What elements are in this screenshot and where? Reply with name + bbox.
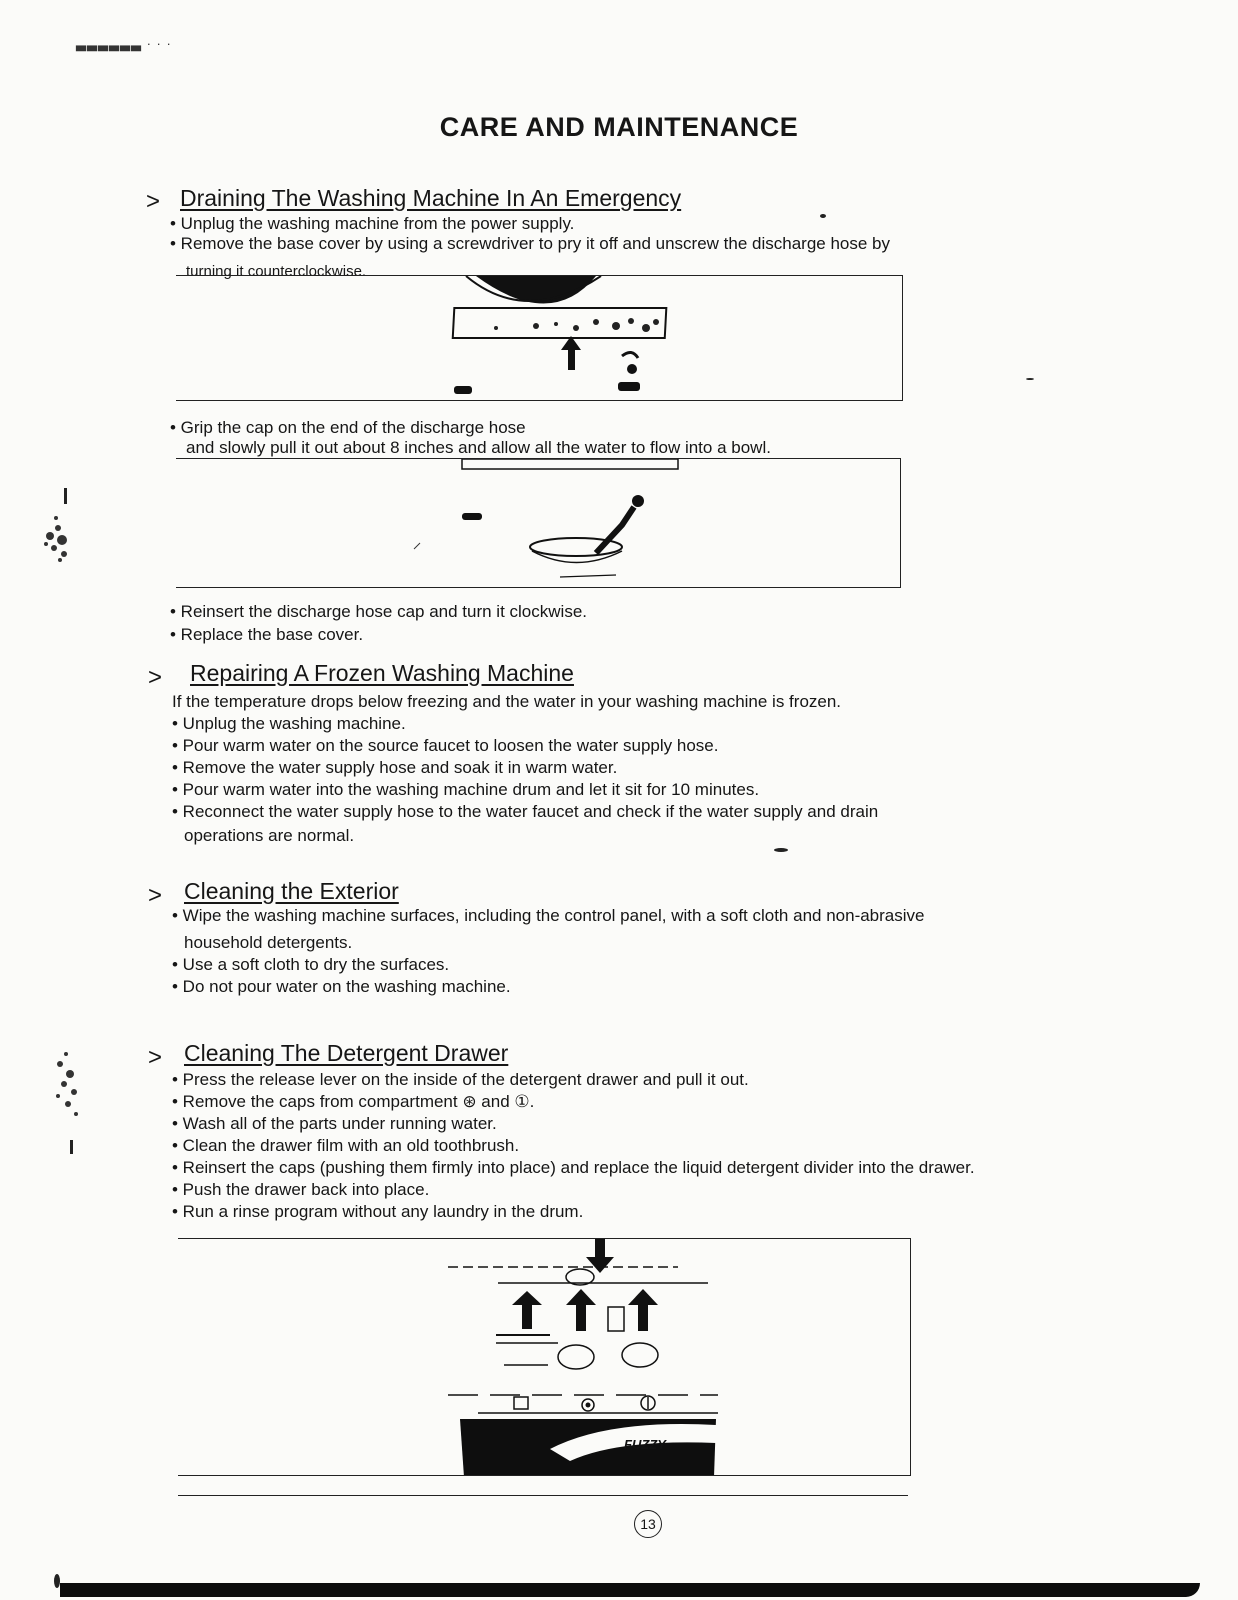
text-line: operations are normal. xyxy=(184,826,355,845)
text-line: • Reconnect the water supply hose to the water faucet and check if the water supply and drain xyxy=(172,802,879,821)
scan-speck xyxy=(54,1574,60,1588)
text-line: • Do not pour water on the washing machine. xyxy=(172,977,511,996)
text-line: • Use a soft cloth to dry the surfaces. xyxy=(172,955,450,974)
text-line: • Remove the base cover by using a screwdriver to pry it off and unscrew the discharge hose by xyxy=(170,234,891,253)
detergent-drawer-illustration xyxy=(178,1239,910,1475)
text-line: • Replace the base cover. xyxy=(170,625,364,644)
figure-detergent-drawer xyxy=(178,1238,911,1476)
base-cover-illustration xyxy=(176,276,902,400)
text-line: • Run a rinse program without any laundry in the drum. xyxy=(172,1202,584,1221)
section-heading-frozen: Repairing A Frozen Washing Machine xyxy=(190,660,574,686)
header-marks: ▃▃▃▃▃▃ · · · xyxy=(76,36,172,51)
figure-drain-bowl xyxy=(176,458,901,588)
scan-speck xyxy=(774,848,788,852)
section-heading-draining: Draining The Washing Machine In An Emergency xyxy=(180,185,682,211)
text-line: household detergents. xyxy=(184,933,353,952)
text-line: turning it counterclockwise. xyxy=(186,263,367,280)
section-arrow: > xyxy=(148,882,163,909)
text-line: • Clean the drawer film with an old toothbrush. xyxy=(172,1136,520,1155)
figure-base-cover xyxy=(176,275,903,401)
brand-label: FUZZY xyxy=(624,1437,666,1452)
text-line: • Remove the water supply hose and soak it in warm water. xyxy=(172,758,618,777)
text-line: and slowly pull it out about 8 inches and allow all the water to flow into a bowl. xyxy=(186,438,771,457)
section-arrow: > xyxy=(148,664,163,691)
text-line: • Push the drawer back into place. xyxy=(172,1180,430,1199)
section-heading-exterior: Cleaning the Exterior xyxy=(184,878,399,904)
text-line: • Wash all of the parts under running water. xyxy=(172,1114,497,1133)
text-line: • Remove the caps from compartment ⊛ and ①. xyxy=(172,1092,535,1111)
scan-speck xyxy=(1026,378,1034,380)
divider xyxy=(178,1495,908,1496)
text-line: • Unplug the washing machine. xyxy=(172,714,406,733)
section-arrow: > xyxy=(146,188,161,215)
text-line: • Press the release lever on the inside of the detergent drawer and pull it out. xyxy=(172,1070,749,1089)
section-arrow: > xyxy=(148,1044,163,1071)
text-line: • Pour warm water into the washing machine drum and let it sit for 10 minutes. xyxy=(172,780,760,799)
page-title: CARE AND MAINTENANCE xyxy=(439,112,799,142)
text-line: • Reinsert the caps (pushing them firmly into place) and replace the liquid detergent divider into the drawer. xyxy=(172,1158,975,1177)
drain-bowl-illustration xyxy=(176,459,900,587)
scan-speck xyxy=(820,214,826,218)
margin-smudge xyxy=(30,1044,80,1154)
text-line: • Wipe the washing machine surfaces, including the control panel, with a soft cloth and non-abrasive xyxy=(172,906,925,925)
bottom-bar xyxy=(60,1583,1200,1597)
page-number: 13 xyxy=(634,1510,662,1538)
text-line: • Reinsert the discharge hose cap and turn it clockwise. xyxy=(170,602,587,621)
section-heading-detergent: Cleaning The Detergent Drawer xyxy=(184,1040,509,1066)
margin-smudge xyxy=(20,488,70,568)
text-line: • Grip the cap on the end of the discharge hose xyxy=(170,418,526,437)
text-line: • Pour warm water on the source faucet to loosen the water supply hose. xyxy=(172,736,719,755)
text-line: • Unplug the washing machine from the power supply. xyxy=(170,214,575,233)
text-line: If the temperature drops below freezing and the water in your washing machine is frozen. xyxy=(172,692,842,711)
